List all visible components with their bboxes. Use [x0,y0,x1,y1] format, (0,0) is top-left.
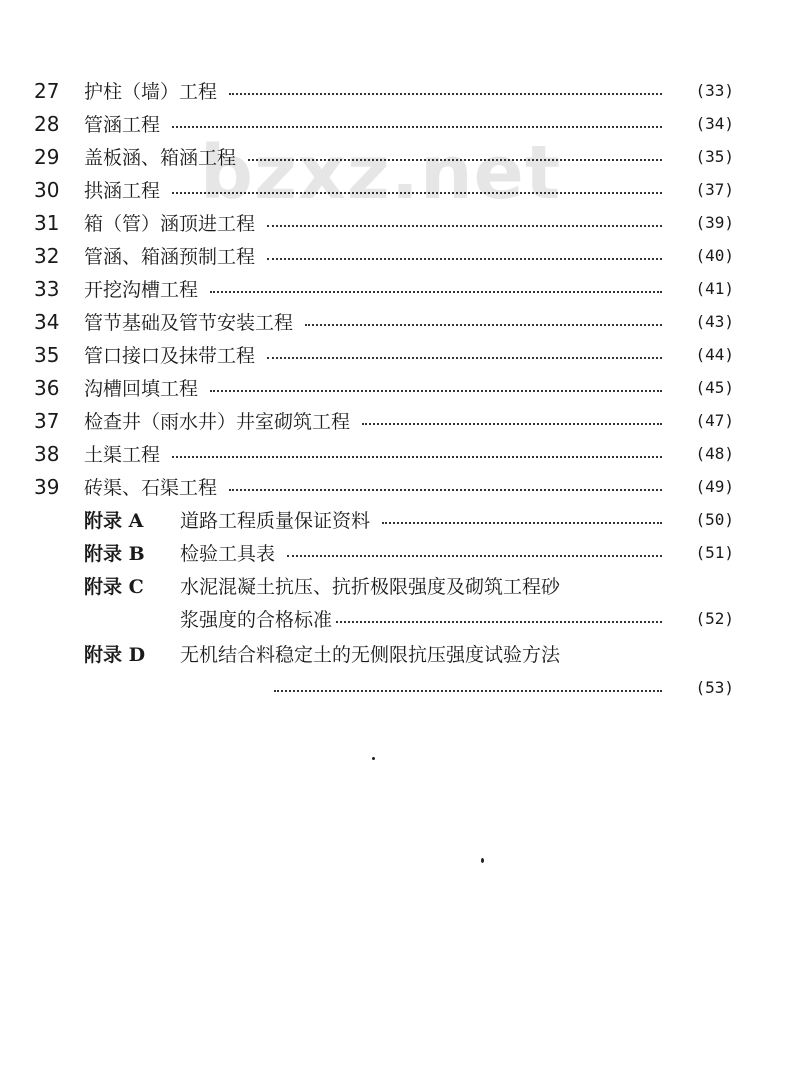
entry-page: (47) [695,411,734,430]
leader-dots [229,91,662,95]
entry-number: 29 [34,144,60,169]
scan-speck [481,858,484,863]
leader-dots [362,421,662,425]
appendix-entry-c-continued[interactable] [34,602,734,635]
appendix-title-line2: 浆强度的合格标准 [180,609,333,631]
entry-number: 31 [34,210,60,235]
toc-entry[interactable] [34,437,734,470]
entry-page: (34) [695,114,734,133]
entry-number: 37 [34,408,60,433]
leader-dots [274,688,662,692]
leader-dots [287,553,662,557]
entry-number: 32 [34,243,60,268]
toc-entry[interactable] [34,371,734,404]
appendix-page: (51) [695,543,734,562]
leader-dots [267,256,662,260]
toc-entry[interactable] [34,239,734,272]
entry-title: 管口接口及抹带工程 [84,345,256,367]
entry-title: 砖渠、石渠工程 [84,477,218,499]
appendix-entry-d[interactable] [34,635,734,671]
scan-speck [372,757,375,760]
leader-dots [172,190,662,194]
leader-dots [210,388,662,392]
entry-title: 沟槽回填工程 [84,378,199,400]
toc-entry[interactable] [34,272,734,305]
leader-dots [248,157,662,161]
entry-title: 管涵、箱涵预制工程 [84,246,256,268]
entry-page: (39) [695,213,734,232]
appendix-label: 附录 A [84,510,144,532]
leader-dots [305,322,662,326]
appendix-page: (50) [695,510,734,529]
entry-title: 管涵工程 [84,114,161,136]
appendix-label: 附录 B [84,543,145,565]
entry-title: 拱涵工程 [84,180,161,202]
entry-page: (48) [695,444,734,463]
entry-number: 33 [34,276,60,301]
leader-dots [229,487,662,491]
leader-dots [172,454,662,458]
toc-entry[interactable] [34,173,734,206]
entry-title: 护柱（墙）工程 [84,81,218,103]
appendix-label: 附录 C [84,576,144,598]
appendix-page: (52) [695,609,734,628]
entry-number: 34 [34,309,60,334]
entry-number: 30 [34,177,60,202]
leader-dots [336,619,662,623]
entry-title: 土渠工程 [84,444,161,466]
toc-entry[interactable] [34,140,734,173]
entry-page: (44) [695,345,734,364]
leader-dots [172,124,662,128]
toc-entry[interactable] [34,338,734,371]
appendix-entry-c[interactable] [34,569,734,602]
entry-number: 39 [34,474,60,499]
leader-dots [267,355,662,359]
entry-title: 检查井（雨水井）井室砌筑工程 [84,411,351,433]
leader-dots [267,223,662,227]
toc-entry[interactable] [34,107,734,140]
entry-page: (37) [695,180,734,199]
appendix-title: 检验工具表 [180,543,276,565]
appendix-title: 道路工程质量保证资料 [180,510,371,532]
appendix-title-line1: 水泥混凝土抗压、抗折极限强度及砌筑工程砂 [180,576,561,598]
entry-title: 管节基础及管节安装工程 [84,312,294,334]
toc-entry[interactable] [34,305,734,338]
appendix-entry-a[interactable] [34,503,734,536]
entry-title: 箱（管）涵顶进工程 [84,213,256,235]
entry-number: 27 [34,78,60,103]
entry-number: 35 [34,342,60,367]
entry-page: (49) [695,477,734,496]
entry-page: (33) [695,81,734,100]
entry-page: (45) [695,378,734,397]
entry-title: 盖板涵、箱涵工程 [84,147,237,169]
entry-page: (43) [695,312,734,331]
entry-number: 38 [34,441,60,466]
leader-dots [210,289,662,293]
entry-page: (41) [695,279,734,298]
entry-page: (35) [695,147,734,166]
appendix-page: (53) [695,678,734,697]
appendix-entry-d-continued[interactable] [34,671,734,704]
appendix-entry-b[interactable] [34,536,734,569]
leader-dots [382,520,662,524]
toc-entry[interactable] [34,206,734,239]
entry-title: 开挖沟槽工程 [84,279,199,301]
table-of-contents [34,74,734,704]
appendix-title-line1: 无机结合料稳定土的无侧限抗压强度试验方法 [180,643,561,666]
toc-entry[interactable] [34,74,734,107]
toc-entry[interactable] [34,404,734,437]
entry-number: 28 [34,111,60,136]
entry-number: 36 [34,375,60,400]
entry-page: (40) [695,246,734,265]
appendix-label: 附录 D [84,643,146,666]
toc-entry[interactable] [34,470,734,503]
watermark: bzxz.net [200,130,562,216]
